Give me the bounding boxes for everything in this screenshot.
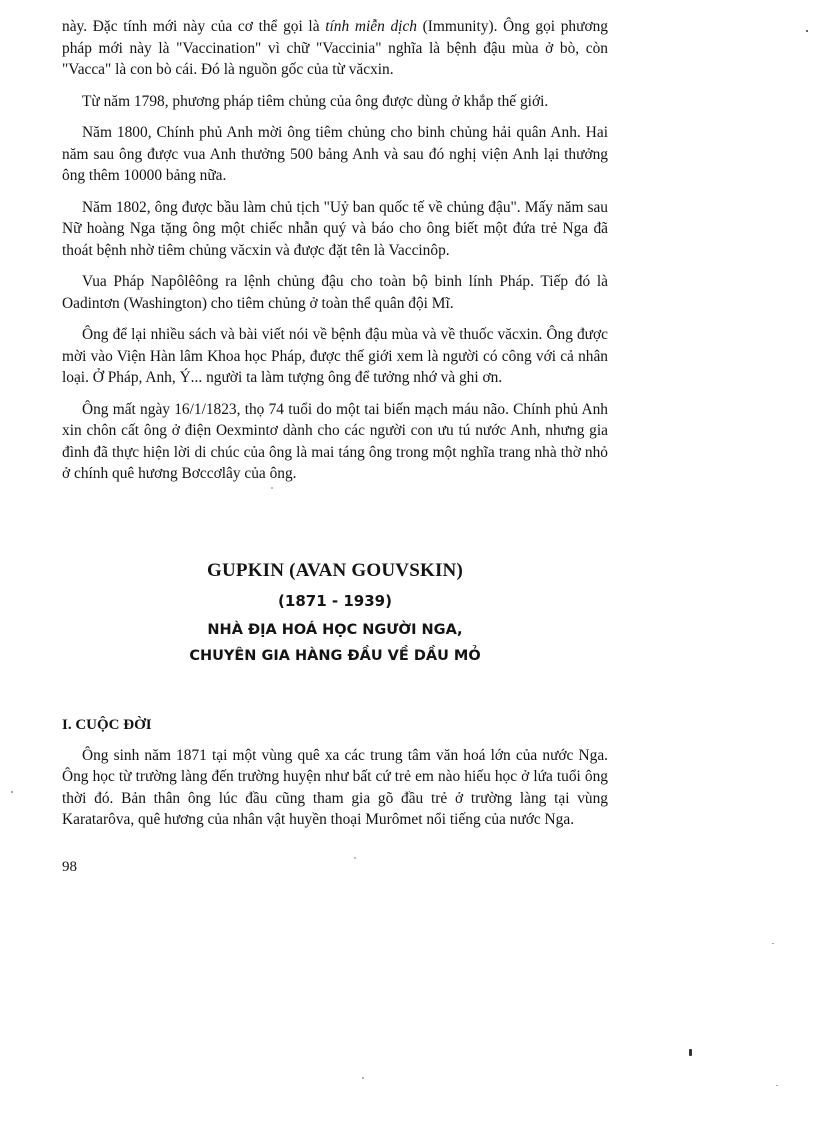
text-run: Ông để lại nhiều sách và bài viết nói về bệnh đậu mùa và về thuốc văcxin. Ông được mời vào Viện Hàn lâm Khoa học Pháp, được thế giới xem là người có công với cả nhân loại. Ở Pháp, Anh, Ý... người ta làm tượng ông để tưởng nhớ và ghi ơn. bbox=[62, 326, 608, 386]
scan-speck bbox=[689, 1049, 692, 1056]
paragraph: Ông sinh năm 1871 tại một vùng quê xa các trung tâm văn hoá lớn của nước Nga. Ông học từ trường làng đến trường huyện như bất cứ trẻ em nào hiếu học ở lứa tuổi ông thời đó. Bản thân ông lúc đầu cũng tham gia gõ đầu trẻ ở trường làng tại vùng Karatarôva, quê hương của nhân vật huyền thoại Murômet nổi tiếng của nước Nga. bbox=[62, 746, 608, 828]
paragraph bbox=[62, 16, 608, 81]
paragraph bbox=[62, 324, 608, 389]
scan-speck bbox=[11, 791, 13, 793]
scan-speck bbox=[772, 943, 774, 944]
scan-speck bbox=[271, 487, 273, 489]
text-run: (Immunity). Ông gọi phương pháp mới này là "Vaccination" vì chữ "Vaccinia" nghĩa là bệnh đậu mùa ở bò, còn "Vacca" là con bò cái. Đó là nguồn gốc của từ văcxin. bbox=[62, 18, 608, 78]
page-content bbox=[62, 16, 608, 877]
scan-speck bbox=[362, 1077, 364, 1079]
scan-speck bbox=[776, 1085, 778, 1086]
section-header bbox=[62, 559, 608, 669]
section-subtitle-line: CHUYÊN GIA HÀNG ĐẦU VỀ DẦU MỎ bbox=[189, 647, 481, 664]
section-subtitle-line: NHÀ ĐỊA HOÁ HỌC NGƯỜI NGA, bbox=[207, 621, 463, 638]
paragraph bbox=[62, 91, 608, 113]
paragraph bbox=[62, 122, 608, 187]
text-run: Năm 1800, Chính phủ Anh mời ông tiêm chủng cho binh chủng hải quân Anh. Hai năm sau ông được vua Anh thưởng 500 bảng Anh và sau đó nghị viện Anh lại thưởng ông thêm 10000 bảng nữa. bbox=[62, 124, 608, 184]
paragraph bbox=[62, 197, 608, 262]
text-run: Ông mất ngày 16/1/1823, thọ 74 tuổi do một tai biến mạch máu não. Chính phủ Anh xin chôn cất ông ở điện Oexmintơ dành cho các người con ưu tú nước Anh, nhưng gia đình đã thực hiện lời di chúc của ông là mai táng ông trong một nghĩa trang nhà thờ nhỏ ở chính quê hương Bơccơlây của ông. bbox=[62, 400, 608, 482]
section-years: (1871 - 1939) bbox=[278, 591, 392, 610]
body-text-top bbox=[62, 16, 608, 485]
paragraph bbox=[62, 399, 608, 485]
scan-speck bbox=[806, 30, 808, 32]
paragraph bbox=[62, 271, 608, 314]
subsection-heading: I. CUỘC ĐỜI bbox=[62, 716, 152, 733]
scan-speck bbox=[354, 857, 356, 859]
page-number: 98 bbox=[62, 858, 77, 875]
section-subtitle bbox=[62, 617, 608, 669]
section-title: GUPKIN (AVAN GOUVSKIN) bbox=[206, 559, 463, 581]
text-run: Từ năm 1798, phương pháp tiêm chủng của ông được dùng ở khắp thế giới. bbox=[82, 92, 549, 110]
text-run: Vua Pháp Napôlêông ra lệnh chủng đậu cho toàn bộ binh lính Pháp. Tiếp đó là Oadintơn (Washington) cho tiêm chủng ở toàn thể quân đội Mĩ. bbox=[62, 273, 608, 312]
text-run: này. Đặc tính mới này của cơ thể gọi là bbox=[62, 18, 326, 35]
text-run: Năm 1802, ông được bầu làm chủ tịch "Uỷ ban quốc tế về chủng đậu". Mấy năm sau Nữ hoàng Nga tặng ông một chiếc nhẫn quý và báo cho ông biết một đứa trẻ Nga đã thoát bệnh nhờ tiêm chủng văcxin và được đặt tên là Vaccinôp. bbox=[62, 198, 608, 259]
italic-term: tính miễn dịch bbox=[325, 18, 417, 35]
